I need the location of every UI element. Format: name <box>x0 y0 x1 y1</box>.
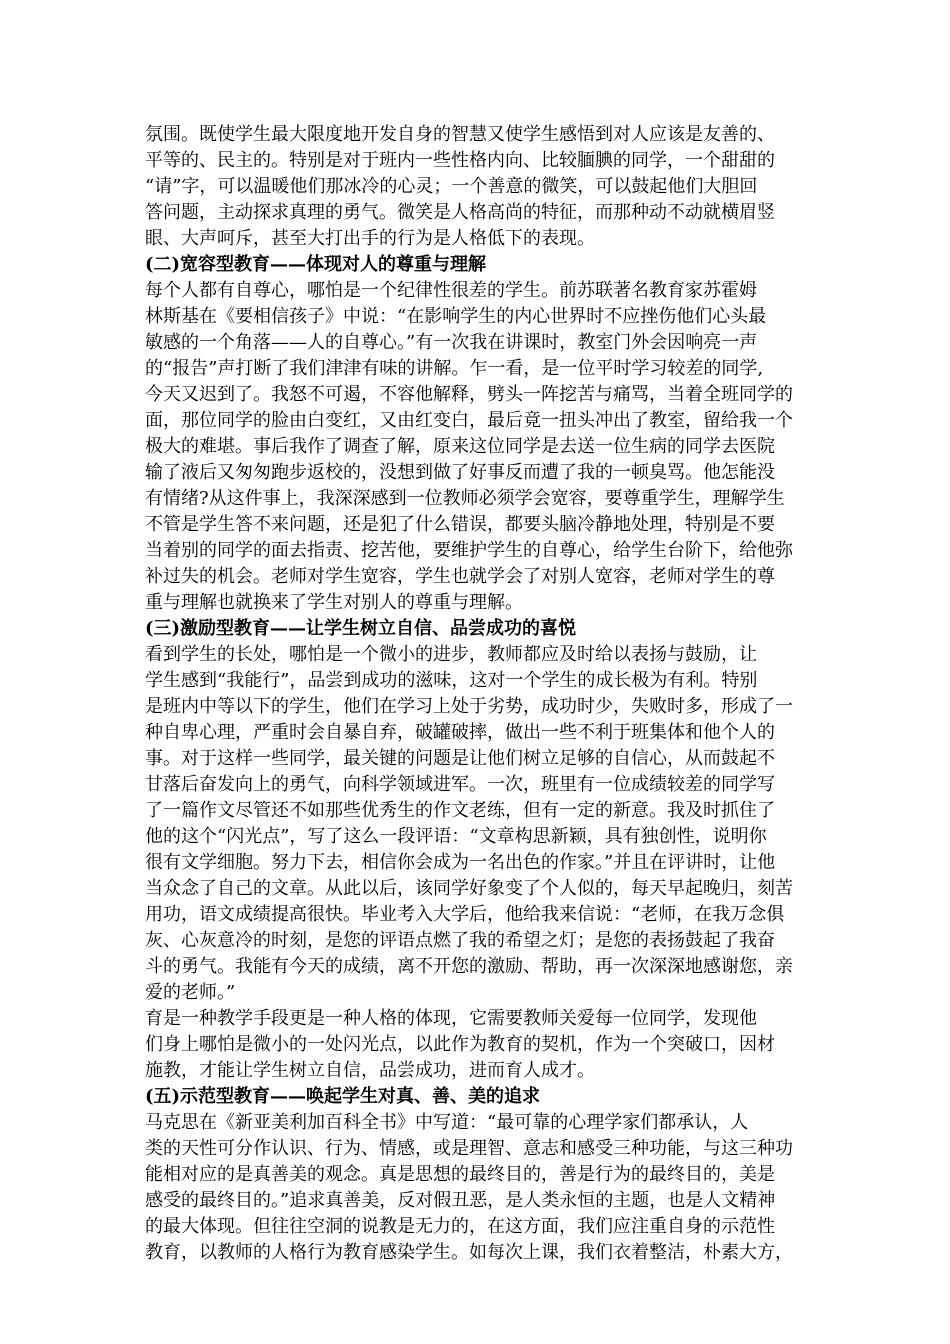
section-heading-encouragement: (三)激励型教育——让学生树立自信、品尝成功的喜悦 <box>145 618 577 639</box>
paragraph-education-summary: 育是一种教学手段更是一种人格的体现，它需要教师关爱每一位同学，发现他 们身上哪怕是微小的一处闪光点，以此作为教育的契机，作为一个突破口，因材 施教，才能让学生树立自信，品尝成功，进而育人成才。 <box>145 1008 775 1081</box>
section-heading-demonstration: (五)示范型教育——唤起学生对真、善、美的追求 <box>145 1086 541 1107</box>
paragraph-tolerance: 每个人都有自尊心，哪怕是一个纪律性很差的学生。前苏联著名教育家苏霍姆 林斯基在《要相信孩子》中说：“在影响学生的内心世界时不应挫伤他们心头最 敏感的一个角落——人的自尊心。”有一次我在讲课时，教室门外会因响亮一声 的“报告”声打断了我们津津有味的讲解。乍一看，是一位平时学习较差的同学, 今天又迟到了。我怒不可遏，不容他解释，劈头一阵挖苦与痛骂，当着全班同学的 面，那位同学的脸由白变红，又由红变白，最后竟一扭头冲出了教室，留给我一个 极大的难堪。事后我作了调查了解，原来这位同学是去送一位生病的同学去医院 输了液后又匆匆跑步返校的，没想到做了好事反而遭了我的一顿臭骂。他怎能没 有情绪?从这件事上，我深深感到一位教师必须学会宽容，要尊重学生，理解学生 不管是学生答不来问题，还是犯了什么错误，都要头脑冷静地处理，特别是不要 当着别的同学的面去指责、挖苦他，要维护学生的自尊心，给学生台阶下，给他弥 补过失的机会。老师对学生宽容，学生也就学会了对别人宽容，老师对学生的尊 重与理解也就换来了学生对别人的尊重与理解。 <box>145 280 793 613</box>
section-heading-tolerance: (二)宽容型教育——体现对人的尊重与理解 <box>145 254 487 275</box>
paragraph-encouragement: 看到学生的长处，哪怕是一个微小的进步，教师都应及时给以表扬与鼓励，让 学生感到“我能行”，品尝到成功的滋味，这对一个学生的成长极为有利。特别 是班内中等以下的学生，他们在学习上处于劣势，成功时少，失败时多，形成了一 种自卑心理，严重时会自暴自弃，破罐破摔，做出一些不利于班集体和他个人的 事。对于这样一些同学，最关键的问题是让他们树立足够的自信心，从而鼓起不 甘落后奋发向上的勇气，向科学领域进军。一次，班里有一位成绩较差的同学写 了一篇作文尽管还不如那些优秀生的作文老练，但有一定的新意。我及时抓住了 他的这个“闪光点”，写了这么一段评语：“文章构思新颖，具有独创性，说明你 很有文学细胞。努力下去，相信你会成为一名出色的作家。”并且在评讲时，让他 当众念了自己的文章。从此以后，该同学好象变了个人似的，每天早起晚归，刻苦 用功，语文成绩提高很快。毕业考入大学后，他给我来信说：“老师，在我万念俱 灰、心灰意冷的时刻，是您的评语点燃了我的希望之灯；是您的表扬鼓起了我奋 斗的勇气。我能有今天的成绩，离不开您的激励、帮助，再一次深深地感谢您，亲 爱的老师。” <box>145 644 793 1003</box>
document-page <box>145 122 815 1266</box>
paragraph-demonstration: 马克思在《新亚美利加百科全书》中写道：“最可靠的心理学家们都承认，人 类的天性可分作认识、行为、情感，或是理智、意志和感受三种功能，与这三种功 能相对应的是真善美的观念。真是思想的最终目的，善是行为的最终目的，美是 感受的最终目的。”追求真善美，反对假丑恶，是人类永恒的主题，也是人文精神 的最大体现。但往往空洞的说教是无力的，在这方面，我们应注重自身的示范性 教育，以教师的人格行为教育感染学生。如每次上课，我们衣着整洁，朴素大方， <box>145 1112 793 1263</box>
paragraph-atmosphere: 氛围。既使学生最大限度地开发自身的智慧又使学生感悟到对人应该是友善的、 平等的、民主的。特别是对于班内一些性格内向、比较腼腆的同学，一个甜甜的 “请”字，可以温暖他们那冰冷的心灵；一个善意的微笑，可以鼓起他们大胆回 答问题，主动探求真理的勇气。微笑是人格高尚的特征，而那种动不动就横眉竖 眼、大声呵斥，甚至大打出手的行为是人格低下的表现。 <box>145 124 775 249</box>
